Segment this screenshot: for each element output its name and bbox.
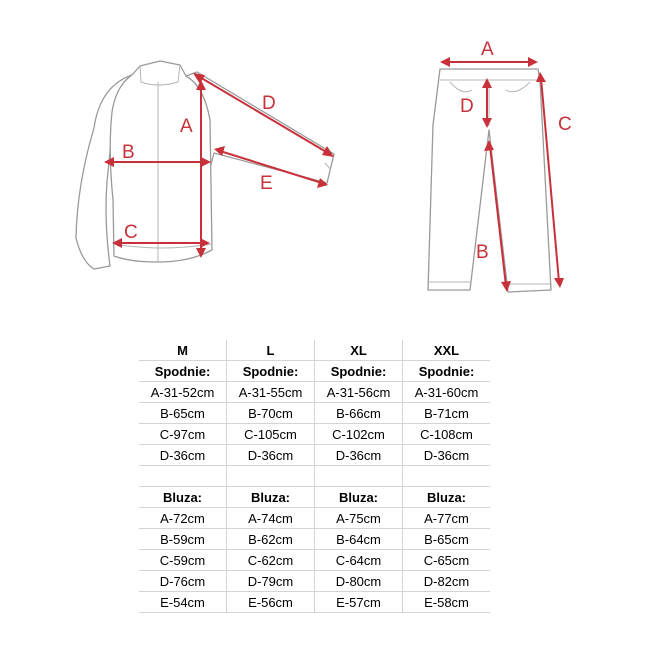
size-header-cell: XL: [315, 340, 403, 361]
table-cell: C-62cm: [227, 550, 315, 571]
table-cell: D-36cm: [227, 445, 315, 466]
table-row: [139, 571, 490, 592]
top-section-title: Bluza:: [227, 487, 315, 508]
table-cell: C-65cm: [403, 550, 491, 571]
table-cell: D-82cm: [403, 571, 491, 592]
table-cell: B-66cm: [315, 403, 403, 424]
table-cell: D-36cm: [139, 445, 227, 466]
pants-section-title: Spodnie:: [315, 361, 403, 382]
table-cell: D-80cm: [315, 571, 403, 592]
table-cell: B-65cm: [403, 529, 491, 550]
table-cell: A-31-60cm: [403, 382, 491, 403]
empty-cell: [403, 466, 491, 487]
pants-section-title: Spodnie:: [227, 361, 315, 382]
table-cell: E-54cm: [139, 592, 227, 613]
table-row: [139, 550, 490, 571]
table-cell: D-36cm: [403, 445, 491, 466]
pants-illustration: [428, 69, 551, 292]
table-cell: B-65cm: [139, 403, 227, 424]
pants-section-row: [139, 361, 490, 382]
measurement-diagram: [0, 0, 656, 320]
top-section-title: Bluza:: [403, 487, 491, 508]
top-section-title: Bluza:: [315, 487, 403, 508]
table-cell: B-70cm: [227, 403, 315, 424]
table-cell: C-59cm: [139, 550, 227, 571]
pants-label-c: C: [558, 114, 572, 135]
pants-label-a: A: [481, 39, 494, 60]
table-row: [139, 445, 490, 466]
table-cell: C-102cm: [315, 424, 403, 445]
pants-section-title: Spodnie:: [403, 361, 491, 382]
size-header-row: [139, 340, 490, 361]
table-cell: D-36cm: [315, 445, 403, 466]
spacer-row: [139, 466, 490, 487]
pants-section-title: Spodnie:: [139, 361, 227, 382]
table-cell: D-76cm: [139, 571, 227, 592]
pants-label-b: B: [476, 242, 489, 263]
jacket-label-e: E: [260, 173, 273, 194]
jacket-label-b: B: [122, 142, 135, 163]
table-cell: A-75cm: [315, 508, 403, 529]
jacket-label-a: A: [180, 116, 193, 137]
table-row: [139, 508, 490, 529]
table-cell: E-57cm: [315, 592, 403, 613]
size-header-cell: M: [139, 340, 227, 361]
table-cell: C-97cm: [139, 424, 227, 445]
table-cell: E-58cm: [403, 592, 491, 613]
table-cell: A-77cm: [403, 508, 491, 529]
table-cell: B-64cm: [315, 529, 403, 550]
empty-cell: [227, 466, 315, 487]
table-cell: A-31-52cm: [139, 382, 227, 403]
pants-label-d: D: [460, 96, 474, 117]
empty-cell: [315, 466, 403, 487]
table-cell: E-56cm: [227, 592, 315, 613]
table-cell: D-79cm: [227, 571, 315, 592]
jacket-label-c: C: [124, 222, 138, 243]
table-cell: B-71cm: [403, 403, 491, 424]
table-cell: C-108cm: [403, 424, 491, 445]
table-cell: C-64cm: [315, 550, 403, 571]
size-header-cell: L: [227, 340, 315, 361]
table-row: [139, 382, 490, 403]
table-row: [139, 403, 490, 424]
table-cell: C-105cm: [227, 424, 315, 445]
empty-cell: [139, 466, 227, 487]
top-section-title: Bluza:: [139, 487, 227, 508]
table-cell: A-72cm: [139, 508, 227, 529]
size-chart-table: [139, 340, 490, 613]
table-cell: B-62cm: [227, 529, 315, 550]
table-cell: B-59cm: [139, 529, 227, 550]
table-cell: A-31-56cm: [315, 382, 403, 403]
table-row: [139, 592, 490, 613]
table-cell: A-74cm: [227, 508, 315, 529]
table-row: [139, 424, 490, 445]
jacket-label-d: D: [262, 93, 276, 114]
table-row: [139, 529, 490, 550]
size-header-cell: XXL: [403, 340, 491, 361]
table-cell: A-31-55cm: [227, 382, 315, 403]
top-section-row: [139, 487, 490, 508]
